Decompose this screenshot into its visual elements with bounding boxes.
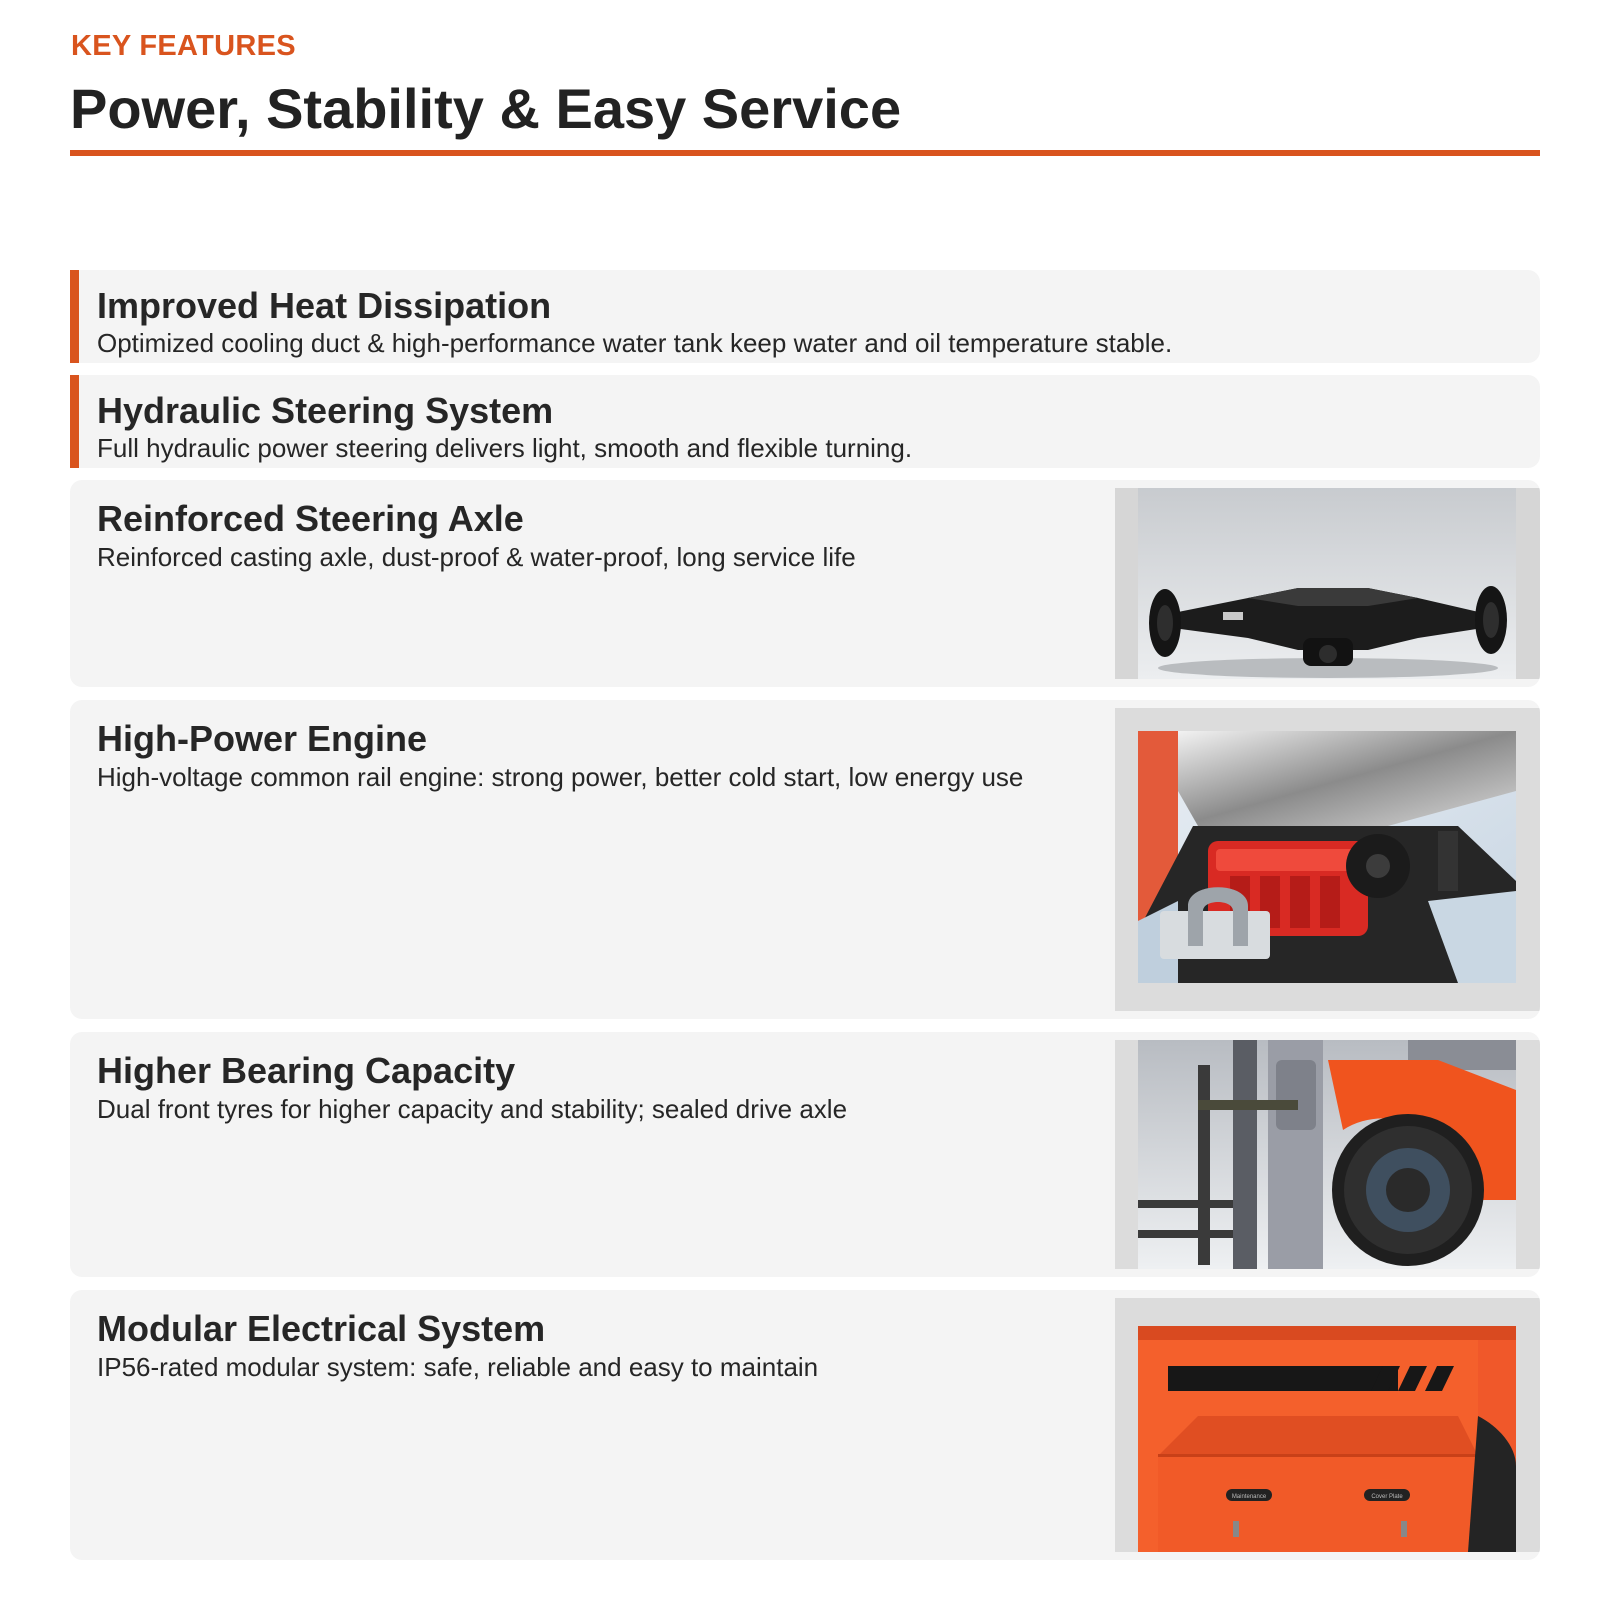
feature-description: Dual front tyres for higher capacity and stability; sealed drive axle: [97, 1094, 848, 1124]
electrical-system-image: [1115, 1298, 1540, 1552]
maintenance-label: Maintenance: [1231, 1494, 1267, 1500]
feature-title: Improved Heat Dissipation: [97, 285, 552, 326]
feature-card-heat-dissipation: [70, 270, 1540, 363]
feature-card-steering-axle: [70, 480, 1540, 687]
feature-card-hydraulic-steering: [70, 375, 1540, 468]
feature-description: Full hydraulic power steering delivers light, smooth and flexible turning.: [97, 433, 913, 463]
feature-card-bearing-capacity: [70, 1032, 1540, 1277]
feature-description: High-voltage common rail engine: strong power, better cold start, low energy use: [97, 762, 1024, 792]
feature-description: Optimized cooling duct & high-performance water tank keep water and oil temperature stable.: [97, 328, 1173, 358]
feature-card-engine: [70, 700, 1540, 1019]
feature-title: High-Power Engine: [97, 718, 428, 759]
eyebrow-label: KEY FEATURES: [71, 30, 296, 62]
title-divider: [70, 150, 1540, 156]
feature-description: Reinforced casting axle, dust-proof & water-proof, long service life: [97, 542, 856, 572]
front-tyres-image: [1115, 1040, 1540, 1269]
feature-title: Hydraulic Steering System: [97, 390, 554, 431]
feature-title: Modular Electrical System: [97, 1308, 546, 1349]
page-title: Power, Stability & Easy Service: [70, 77, 902, 140]
accent-bar: [70, 375, 79, 468]
cover-plate-label: Cover Plate: [1371, 1494, 1403, 1500]
feature-card-electrical-system: [70, 1290, 1540, 1560]
steering-axle-image: [1115, 488, 1540, 679]
engine-image: [1115, 708, 1540, 1011]
accent-bar: [70, 270, 79, 363]
feature-description: IP56-rated modular system: safe, reliable and easy to maintain: [97, 1352, 819, 1382]
feature-title: Higher Bearing Capacity: [97, 1050, 516, 1091]
feature-title: Reinforced Steering Axle: [97, 498, 524, 539]
